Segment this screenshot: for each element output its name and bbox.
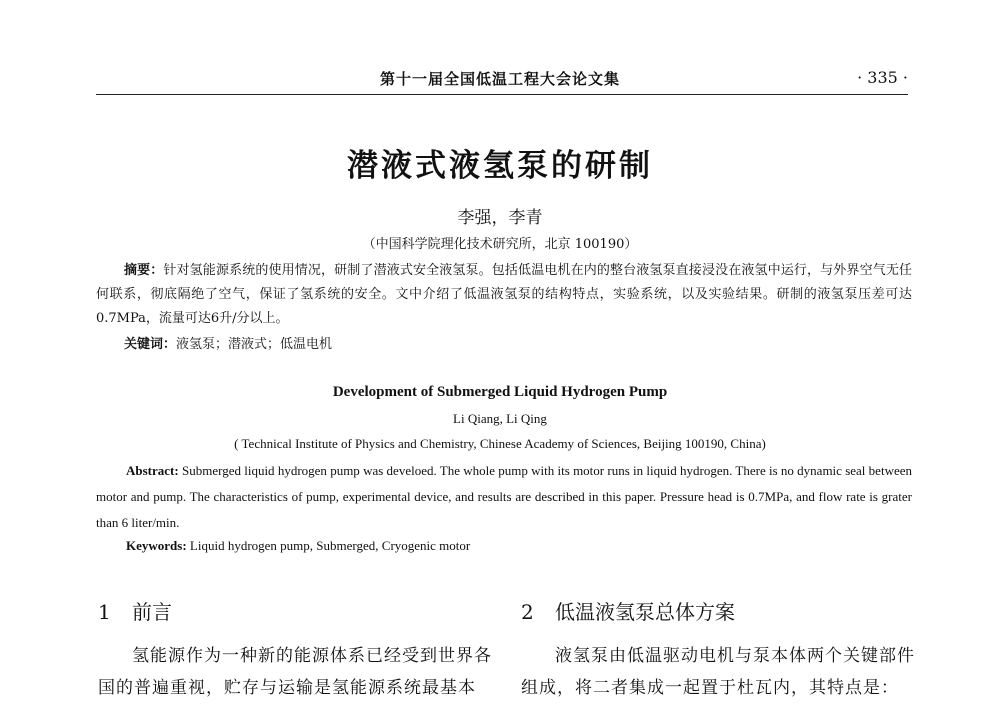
section-body-right: 液氢泵由低温驱动电机与泵本体两个关键部件组成，将二者集成一起置于杜瓦内，其特点是： bbox=[521, 646, 915, 698]
running-header-title: 第十一届全国低温工程大会论文集 bbox=[379, 70, 620, 88]
english-keywords-label: Keywords: bbox=[126, 538, 187, 553]
english-title: Development of Submerged Liquid Hydrogen Pump bbox=[332, 384, 668, 400]
english-abstract-text: Submerged liquid hydrogen pump was develoed. The whole pump with its motor runs in liquid hydrogen. There is no dynamic seal between motor and pump. The characteristics of pump, experimental device, and results are described in this paper. Pressure head is 0.7MPa, and flow rate is grater than 6 liter/min. bbox=[96, 463, 912, 530]
chinese-abstract-text: 针对氢能源系统的使用情况，研制了潜液式安全液氢泵。包括低温电机在内的整台液氢泵直接浸没在液氢中运行，与外界空气无任何联系，彻底隔绝了空气，保证了氢系统的安全。文中介绍了低温液氢泵的结构特点，实验系统，以及实验结果。研制的液氢泵压差可达0.7MPa，流量可达6升/分以上。 bbox=[96, 263, 912, 326]
page-number: · 335 · bbox=[857, 68, 908, 87]
english-authors: Li Qiang, Li Qing bbox=[453, 411, 547, 426]
header-rule bbox=[96, 94, 908, 95]
paper-authors: 李强，李青 bbox=[457, 208, 543, 228]
english-abstract bbox=[96, 458, 912, 536]
chinese-abstract-label: 摘要： bbox=[124, 263, 164, 278]
section-heading-right bbox=[521, 596, 735, 625]
chinese-keywords-text: 液氢泵；潜液式；低温电机 bbox=[176, 337, 333, 352]
section-title-left: 前言 bbox=[132, 600, 172, 624]
paper-title: 潜液式液氢泵的研制 bbox=[347, 148, 653, 184]
section-number-left: 1 bbox=[98, 600, 111, 624]
english-abstract-label: Abstract: bbox=[126, 463, 179, 478]
english-keywords-text: Liquid hydrogen pump, Submerged, Cryogenic motor bbox=[189, 538, 471, 553]
section-body-left: 氢能源作为一种新的能源体系已经受到世界各国的普遍重视，贮存与运输是氢能源系统最基本 bbox=[98, 646, 492, 698]
section-title-right: 低温液氢泵总体方案 bbox=[555, 600, 735, 624]
chinese-abstract bbox=[96, 259, 912, 331]
chinese-keywords bbox=[124, 333, 332, 352]
section-heading-left bbox=[98, 596, 172, 625]
paper-affiliation: （中国科学院理化技术研究所，北京 100190） bbox=[362, 237, 638, 252]
english-keywords bbox=[126, 538, 470, 554]
english-affiliation: ( Technical Institute of Physics and Chemistry, Chinese Academy of Sciences, Beijing 100190, China) bbox=[234, 436, 766, 451]
section-number-right: 2 bbox=[521, 600, 534, 624]
chinese-keywords-label: 关键词： bbox=[124, 337, 177, 352]
